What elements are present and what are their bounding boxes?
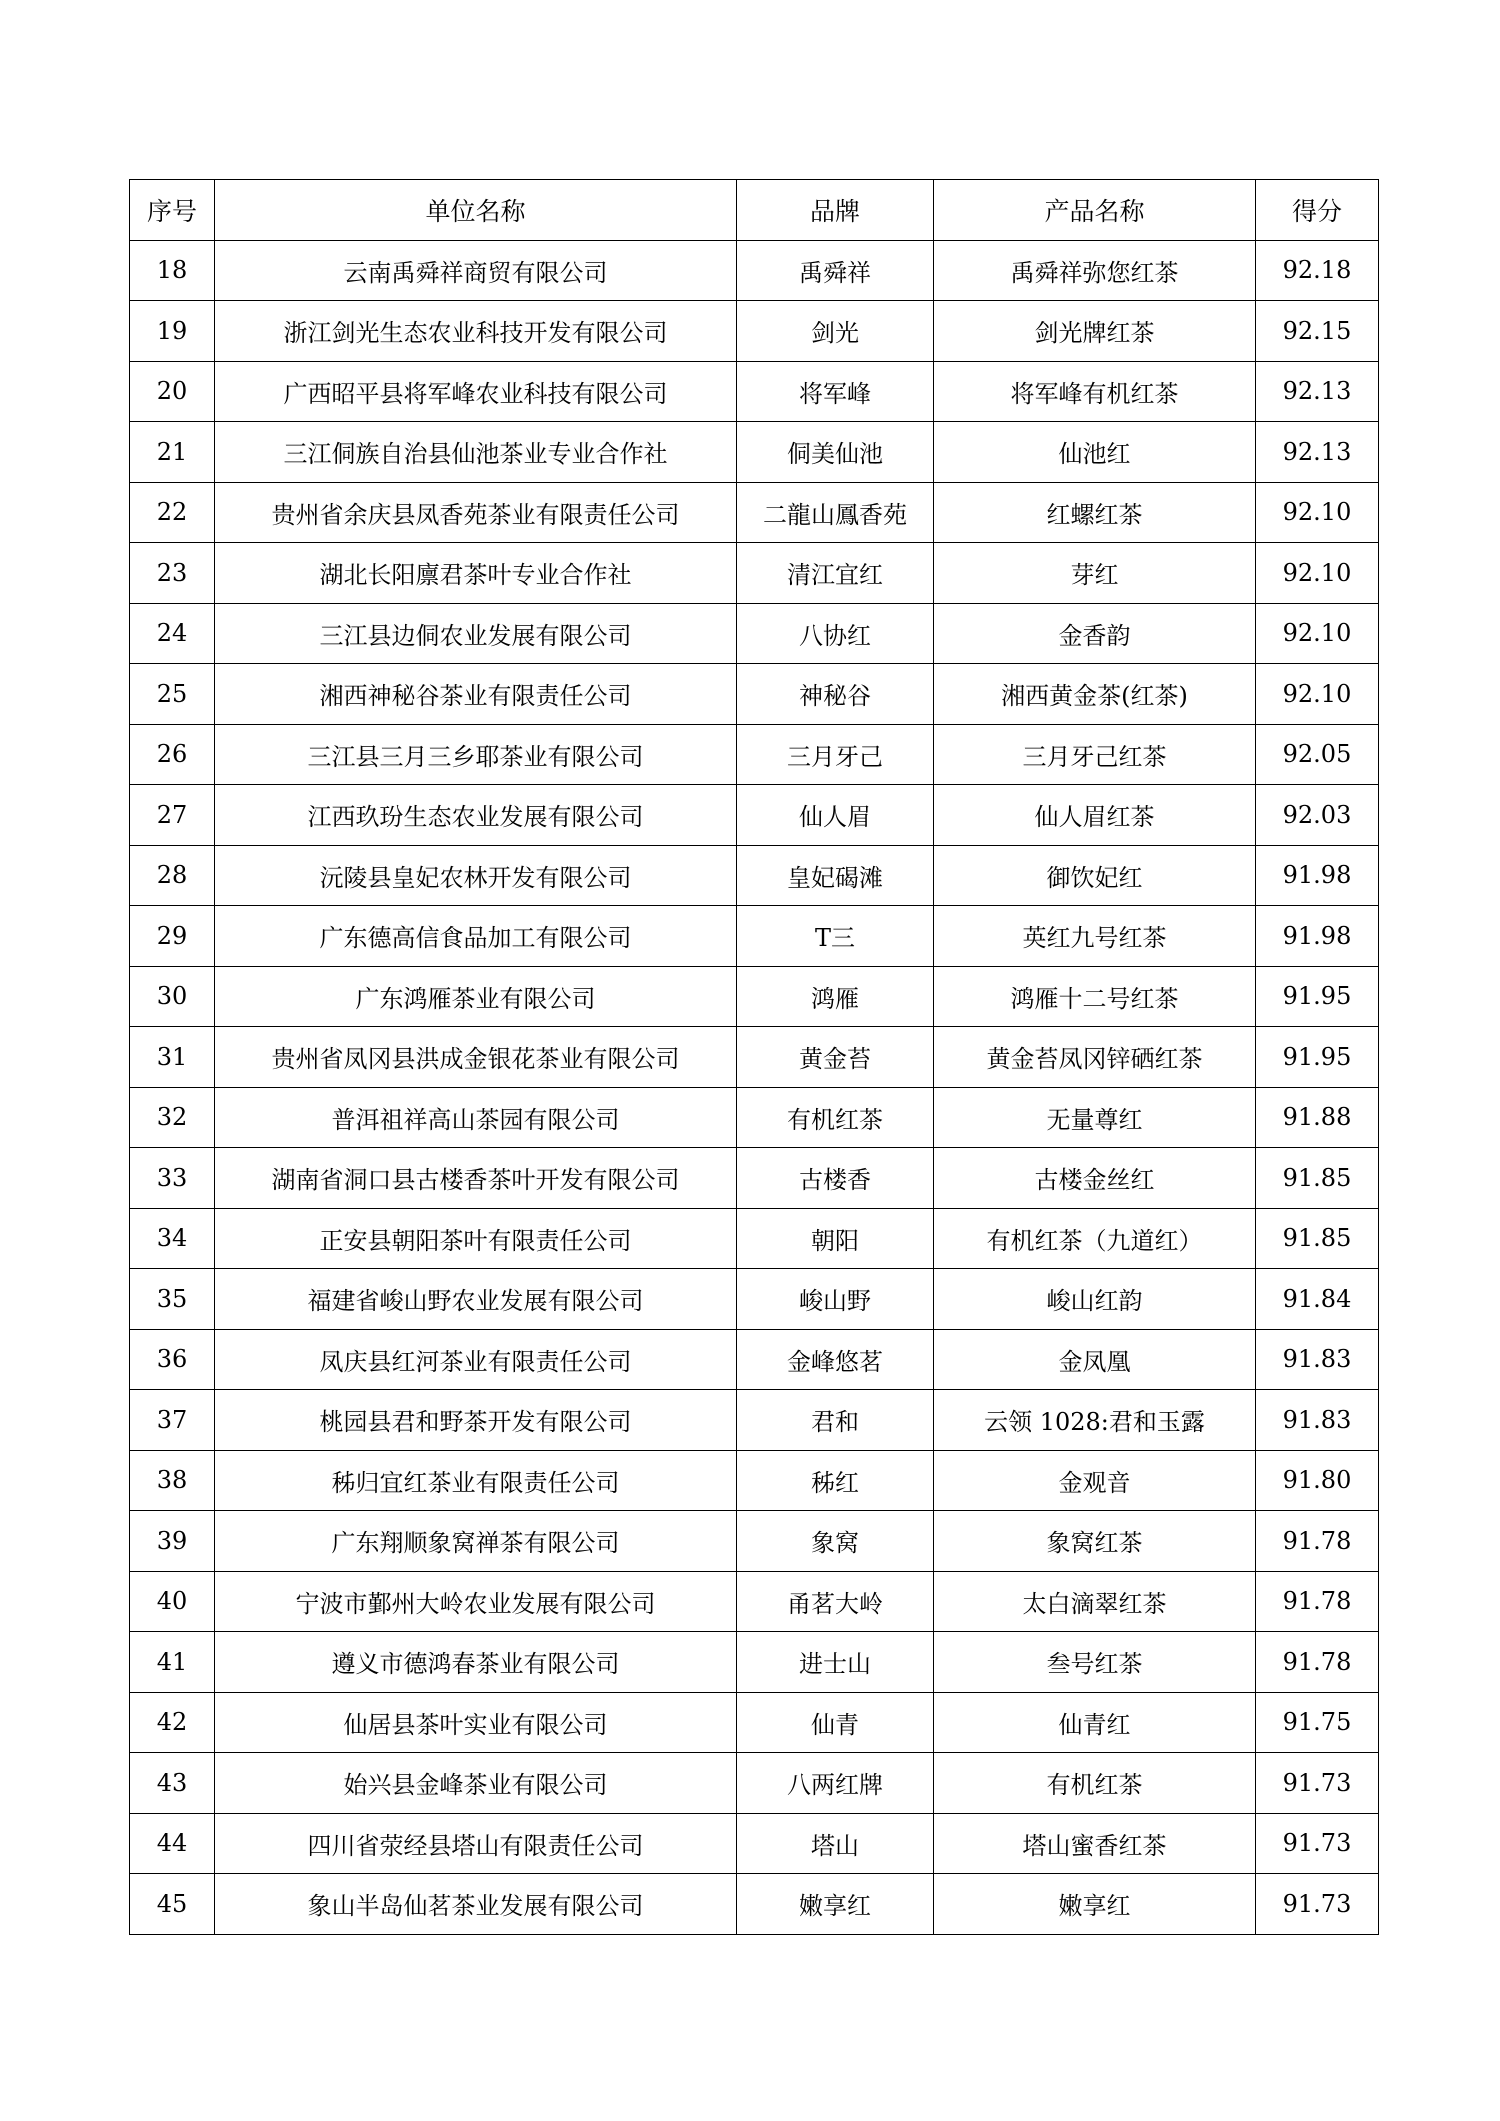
cell-product-name: 古楼金丝红	[934, 1148, 1256, 1209]
cell-brand: 甬茗大岭	[737, 1571, 934, 1632]
cell-score: 91.85	[1256, 1208, 1379, 1269]
table-row	[130, 482, 1379, 543]
cell-score: 91.73	[1256, 1813, 1379, 1874]
cell-score: 91.80	[1256, 1450, 1379, 1511]
cell-score: 92.10	[1256, 482, 1379, 543]
table-row	[130, 906, 1379, 967]
cell-product-name: 金凤凰	[934, 1329, 1256, 1390]
cell-index: 40	[130, 1571, 215, 1632]
cell-unit-name: 广东德高信食品加工有限公司	[215, 906, 737, 967]
cell-product-name: 有机红茶	[934, 1753, 1256, 1814]
table-row	[130, 1692, 1379, 1753]
cell-index: 34	[130, 1208, 215, 1269]
cell-index: 35	[130, 1269, 215, 1330]
cell-brand: 清江宜红	[737, 543, 934, 604]
cell-brand: 进士山	[737, 1632, 934, 1693]
table-row	[130, 1511, 1379, 1572]
cell-unit-name: 浙江剑光生态农业科技开发有限公司	[215, 301, 737, 362]
cell-score: 91.88	[1256, 1087, 1379, 1148]
cell-brand: 侗美仙池	[737, 422, 934, 483]
cell-brand: T三	[737, 906, 934, 967]
cell-unit-name: 广西昭平县将军峰农业科技有限公司	[215, 361, 737, 422]
header-index: 序号	[130, 180, 215, 241]
cell-score: 91.98	[1256, 906, 1379, 967]
cell-product-name: 峻山红韵	[934, 1269, 1256, 1330]
cell-unit-name: 湖南省洞口县古楼香茶叶开发有限公司	[215, 1148, 737, 1209]
cell-index: 27	[130, 785, 215, 846]
cell-score: 91.83	[1256, 1329, 1379, 1390]
cell-product-name: 湘西黄金茶(红茶)	[934, 664, 1256, 725]
cell-index: 21	[130, 422, 215, 483]
cell-product-name: 金观音	[934, 1450, 1256, 1511]
cell-index: 24	[130, 603, 215, 664]
cell-unit-name: 象山半岛仙茗茶业发展有限公司	[215, 1874, 737, 1935]
cell-brand: 仙青	[737, 1692, 934, 1753]
cell-product-name: 芽红	[934, 543, 1256, 604]
cell-score: 91.98	[1256, 845, 1379, 906]
cell-brand: 有机红茶	[737, 1087, 934, 1148]
cell-brand: 八两红牌	[737, 1753, 934, 1814]
table-row	[130, 422, 1379, 483]
cell-unit-name: 三江县三月三乡耶茶业有限公司	[215, 724, 737, 785]
cell-brand: 八协红	[737, 603, 934, 664]
cell-unit-name: 贵州省余庆县凤香苑茶业有限责任公司	[215, 482, 737, 543]
table-row	[130, 543, 1379, 604]
header-score: 得分	[1256, 180, 1379, 241]
table-row	[130, 1571, 1379, 1632]
cell-brand: 剑光	[737, 301, 934, 362]
cell-score: 91.85	[1256, 1148, 1379, 1209]
table-row	[130, 1390, 1379, 1451]
cell-index: 22	[130, 482, 215, 543]
cell-brand: 黄金苔	[737, 1027, 934, 1088]
cell-unit-name: 仙居县茶叶实业有限公司	[215, 1692, 737, 1753]
cell-index: 41	[130, 1632, 215, 1693]
cell-score: 91.78	[1256, 1511, 1379, 1572]
cell-unit-name: 湖北长阳廪君茶叶专业合作社	[215, 543, 737, 604]
table-header-row	[130, 180, 1379, 241]
cell-unit-name: 凤庆县红河茶业有限责任公司	[215, 1329, 737, 1390]
cell-unit-name: 沅陵县皇妃农林开发有限公司	[215, 845, 737, 906]
cell-index: 36	[130, 1329, 215, 1390]
cell-product-name: 叁号红茶	[934, 1632, 1256, 1693]
table-row	[130, 966, 1379, 1027]
cell-unit-name: 湘西神秘谷茶业有限责任公司	[215, 664, 737, 725]
cell-unit-name: 广东鸿雁茶业有限公司	[215, 966, 737, 1027]
cell-index: 44	[130, 1813, 215, 1874]
cell-product-name: 仙青红	[934, 1692, 1256, 1753]
cell-brand: 象窝	[737, 1511, 934, 1572]
cell-unit-name: 广东翔顺象窝禅茶有限公司	[215, 1511, 737, 1572]
cell-score: 92.13	[1256, 361, 1379, 422]
table-row	[130, 1087, 1379, 1148]
cell-index: 32	[130, 1087, 215, 1148]
cell-score: 91.73	[1256, 1874, 1379, 1935]
cell-score: 91.78	[1256, 1632, 1379, 1693]
cell-unit-name: 秭归宜红茶业有限责任公司	[215, 1450, 737, 1511]
cell-score: 92.18	[1256, 240, 1379, 301]
table-row	[130, 724, 1379, 785]
cell-product-name: 仙人眉红茶	[934, 785, 1256, 846]
cell-score: 91.78	[1256, 1571, 1379, 1632]
cell-score: 92.10	[1256, 664, 1379, 725]
cell-brand: 金峰悠茗	[737, 1329, 934, 1390]
cell-index: 33	[130, 1148, 215, 1209]
cell-index: 31	[130, 1027, 215, 1088]
table-row	[130, 1148, 1379, 1209]
cell-unit-name: 福建省峻山野农业发展有限公司	[215, 1269, 737, 1330]
cell-score: 91.95	[1256, 1027, 1379, 1088]
cell-unit-name: 三江侗族自治县仙池茶业专业合作社	[215, 422, 737, 483]
cell-product-name: 嫩享红	[934, 1874, 1256, 1935]
cell-score: 91.75	[1256, 1692, 1379, 1753]
cell-index: 28	[130, 845, 215, 906]
cell-product-name: 英红九号红茶	[934, 906, 1256, 967]
table-row	[130, 1329, 1379, 1390]
cell-unit-name: 三江县边侗农业发展有限公司	[215, 603, 737, 664]
cell-score: 92.05	[1256, 724, 1379, 785]
cell-index: 25	[130, 664, 215, 725]
cell-unit-name: 始兴县金峰茶业有限公司	[215, 1753, 737, 1814]
cell-product-name: 太白滴翠红茶	[934, 1571, 1256, 1632]
cell-brand: 塔山	[737, 1813, 934, 1874]
cell-brand: 将军峰	[737, 361, 934, 422]
cell-brand: 二龍山鳳香苑	[737, 482, 934, 543]
header-unit-name: 单位名称	[215, 180, 737, 241]
cell-brand: 神秘谷	[737, 664, 934, 725]
table-body	[130, 240, 1379, 1934]
table-row	[130, 1208, 1379, 1269]
cell-index: 39	[130, 1511, 215, 1572]
cell-product-name: 仙池红	[934, 422, 1256, 483]
cell-brand: 嫩享红	[737, 1874, 934, 1935]
cell-product-name: 金香韵	[934, 603, 1256, 664]
cell-unit-name: 遵义市德鸿春茶业有限公司	[215, 1632, 737, 1693]
table-row	[130, 1753, 1379, 1814]
cell-index: 23	[130, 543, 215, 604]
cell-unit-name: 四川省荥经县塔山有限责任公司	[215, 1813, 737, 1874]
cell-product-name: 三月牙己红茶	[934, 724, 1256, 785]
cell-brand: 峻山野	[737, 1269, 934, 1330]
cell-product-name: 将军峰有机红茶	[934, 361, 1256, 422]
cell-score: 92.03	[1256, 785, 1379, 846]
cell-index: 29	[130, 906, 215, 967]
cell-score: 91.83	[1256, 1390, 1379, 1451]
cell-brand: 秭红	[737, 1450, 934, 1511]
table-row	[130, 240, 1379, 301]
cell-index: 45	[130, 1874, 215, 1935]
table-row	[130, 1269, 1379, 1330]
cell-index: 20	[130, 361, 215, 422]
cell-unit-name: 宁波市鄞州大岭农业发展有限公司	[215, 1571, 737, 1632]
cell-unit-name: 正安县朝阳茶叶有限责任公司	[215, 1208, 737, 1269]
cell-unit-name: 普洱祖祥高山茶园有限公司	[215, 1087, 737, 1148]
cell-score: 91.73	[1256, 1753, 1379, 1814]
cell-score: 92.10	[1256, 603, 1379, 664]
cell-score: 92.13	[1256, 422, 1379, 483]
table-row	[130, 1632, 1379, 1693]
header-brand: 品牌	[737, 180, 934, 241]
cell-score: 92.15	[1256, 301, 1379, 362]
table-row	[130, 301, 1379, 362]
cell-product-name: 无量尊红	[934, 1087, 1256, 1148]
header-product-name: 产品名称	[934, 180, 1256, 241]
cell-brand: 仙人眉	[737, 785, 934, 846]
cell-product-name: 黄金苔凤冈锌硒红茶	[934, 1027, 1256, 1088]
cell-unit-name: 桃园县君和野茶开发有限公司	[215, 1390, 737, 1451]
cell-brand: 三月牙己	[737, 724, 934, 785]
table-row	[130, 361, 1379, 422]
cell-brand: 皇妃碣滩	[737, 845, 934, 906]
cell-brand: 朝阳	[737, 1208, 934, 1269]
cell-brand: 君和	[737, 1390, 934, 1451]
cell-product-name: 云领 1028:君和玉露	[934, 1390, 1256, 1451]
cell-product-name: 象窝红茶	[934, 1511, 1256, 1572]
cell-score: 91.84	[1256, 1269, 1379, 1330]
cell-product-name: 剑光牌红茶	[934, 301, 1256, 362]
cell-index: 38	[130, 1450, 215, 1511]
table-row	[130, 1450, 1379, 1511]
cell-index: 42	[130, 1692, 215, 1753]
cell-product-name: 塔山蜜香红茶	[934, 1813, 1256, 1874]
cell-unit-name: 江西玖玢生态农业发展有限公司	[215, 785, 737, 846]
cell-index: 30	[130, 966, 215, 1027]
cell-score: 91.95	[1256, 966, 1379, 1027]
cell-brand: 禹舜祥	[737, 240, 934, 301]
table-row	[130, 1813, 1379, 1874]
cell-index: 18	[130, 240, 215, 301]
table-row	[130, 1874, 1379, 1935]
cell-product-name: 有机红茶（九道红）	[934, 1208, 1256, 1269]
table-row	[130, 1027, 1379, 1088]
results-table	[129, 179, 1379, 1935]
table-row	[130, 664, 1379, 725]
cell-brand: 古楼香	[737, 1148, 934, 1209]
cell-unit-name: 云南禹舜祥商贸有限公司	[215, 240, 737, 301]
cell-unit-name: 贵州省凤冈县洪成金银花茶业有限公司	[215, 1027, 737, 1088]
cell-score: 92.10	[1256, 543, 1379, 604]
cell-brand: 鸿雁	[737, 966, 934, 1027]
table-row	[130, 845, 1379, 906]
cell-index: 37	[130, 1390, 215, 1451]
cell-index: 19	[130, 301, 215, 362]
cell-product-name: 御饮妃红	[934, 845, 1256, 906]
cell-product-name: 禹舜祥弥您红茶	[934, 240, 1256, 301]
table-row	[130, 785, 1379, 846]
cell-index: 26	[130, 724, 215, 785]
cell-index: 43	[130, 1753, 215, 1814]
cell-product-name: 鸿雁十二号红茶	[934, 966, 1256, 1027]
cell-product-name: 红螺红茶	[934, 482, 1256, 543]
table-row	[130, 603, 1379, 664]
